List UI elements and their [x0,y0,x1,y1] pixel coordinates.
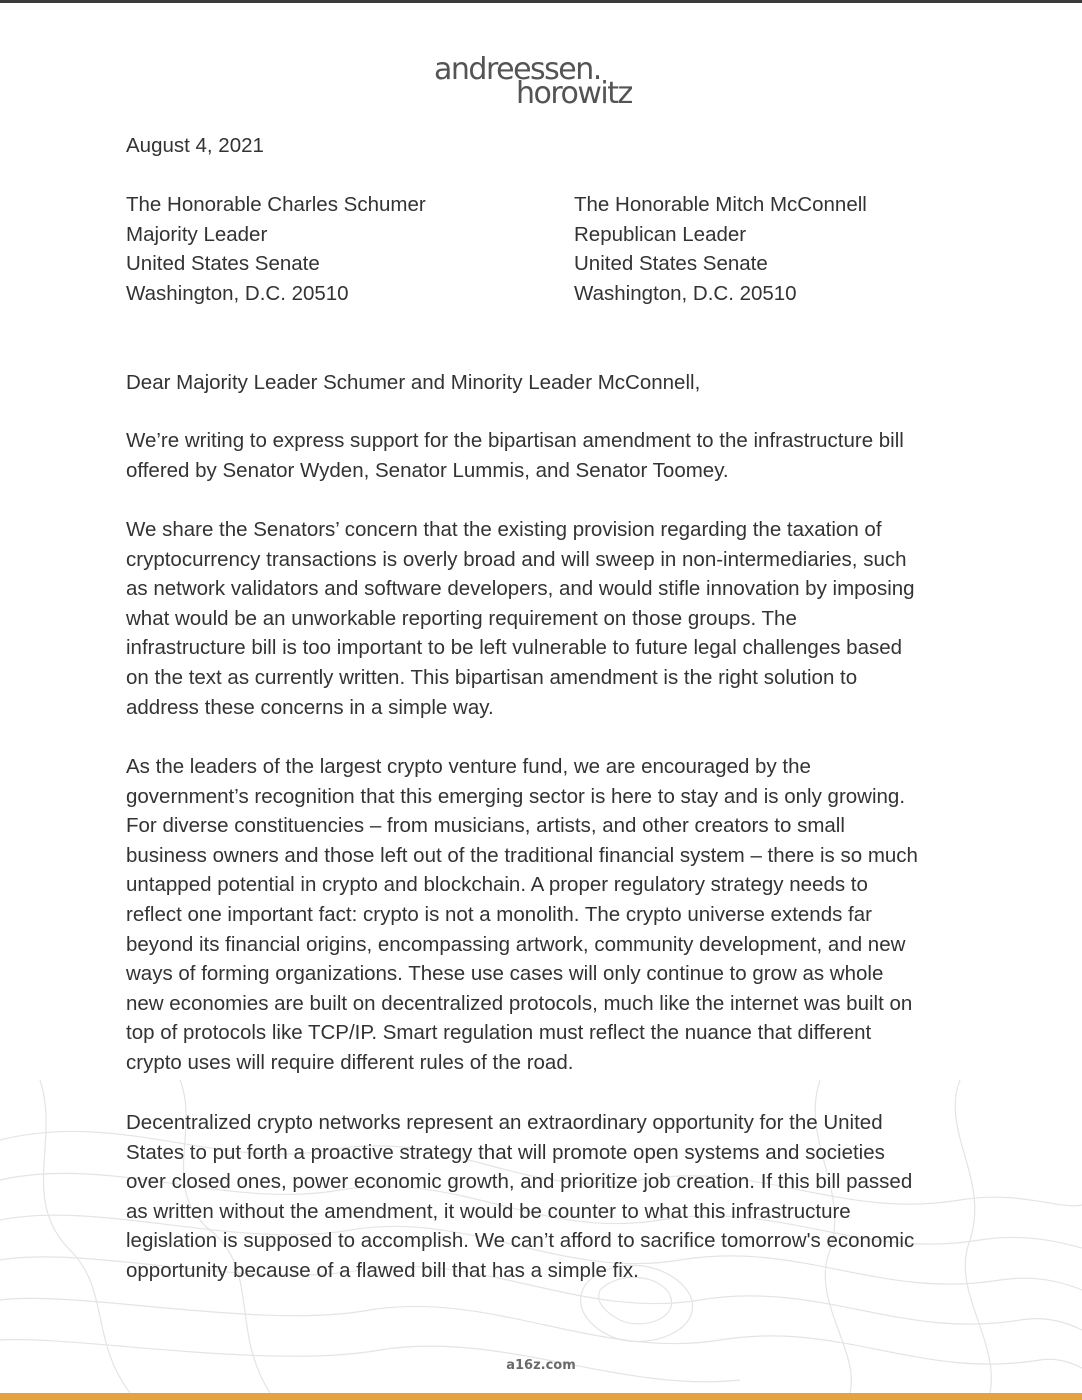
paragraph-line: For diverse constituencies – from musicians, artists, and other creators to small [126,814,845,838]
body-paragraph-4 [126,1108,914,1286]
body-paragraph-2 [126,515,915,722]
recipient-address-mcconnell [574,190,867,308]
paragraph-line: States to put forth a proactive strategy that will promote open systems and societies [126,1140,885,1164]
paragraph-line: As the leaders of the largest crypto venture fund, we are encouraged by the [126,755,811,778]
recipient-line: The Honorable Charles Schumer [126,193,426,216]
recipient-line: Washington, D.C. 20510 [574,281,797,305]
paragraph-line: address these concerns in a simple way. [126,695,494,719]
paragraph-line: reflect one important fact: crypto is not a monolith. The crypto universe extends far [126,902,872,926]
paragraph-line: infrastructure bill is too important to be left vulnerable to future legal challenges based [126,636,903,660]
salutation: Dear Majority Leader Schumer and Minority Leader McConnell, [126,371,701,394]
footer-website: a16z.com [506,1358,576,1373]
paragraph-line: cryptocurrency transactions is overly broad and will sweep in non-intermediaries, such [126,547,907,571]
paragraph-line: as network validators and software developers, and would stifle innovation by imposing [126,577,915,601]
body-paragraph-1 [126,426,904,485]
paragraph-line: on the text as currently written. This bipartisan amendment is the right solution to [126,665,858,689]
paragraph-line: top of protocols like TCP/IP. Smart regulation must reflect the nuance that different [126,1021,872,1045]
recipient-line: Republican Leader [574,222,747,246]
letter-date: August 4, 2021 [126,134,264,157]
logo-line-andreessen: andreessen. [434,52,601,87]
recipient-line: Majority Leader [126,222,268,246]
paragraph-line: government’s recognition that this emerging sector is here to stay and is only growing. [126,784,906,808]
paragraph-line: what would be an unworkable reporting requirement on those groups. The [126,606,797,630]
paragraph-line: ways of forming organizations. These use cases will only continue to grow as whole [126,962,884,986]
recipient-address-schumer [126,190,426,308]
paragraph-line: beyond its financial origins, encompassing artwork, community development, and new [126,932,906,956]
top-border [0,0,1082,3]
recipient-line: United States Senate [574,252,768,276]
paragraph-line: legislation is supposed to accomplish. We can’t afford to sacrifice tomorrow's economic [126,1229,915,1253]
paragraph-line: opportunity because of a flawed bill that has a simple fix. [126,1258,639,1282]
paragraph-line: crypto uses will require different rules of the road. [126,1050,574,1074]
body-paragraph-3 [126,752,918,1078]
paragraph-line: Decentralized crypto networks represent an extraordinary opportunity for the United [126,1111,883,1134]
paragraph-line: over closed ones, power economic growth, and prioritize job creation. If this bill passed [126,1170,913,1194]
recipient-line: Washington, D.C. 20510 [126,281,349,305]
andreessen-horowitz-logo [434,54,664,114]
paragraph-line: We share the Senators’ concern that the existing provision regarding the taxation of [126,518,882,541]
paragraph-line: business owners and those left out of the traditional financial system – there is so much [126,843,918,867]
accent-bottom-bar [0,1393,1082,1400]
paragraph-line: as written without the amendment, it would be counter to what this infrastructure [126,1199,851,1223]
paragraph-line: We’re writing to express support for the bipartisan amendment to the infrastructure bill [126,429,904,452]
logo-line-horowitz: horowitz [516,76,632,111]
recipient-line: The Honorable Mitch McConnell [574,193,867,216]
recipient-line: United States Senate [126,252,320,276]
paragraph-line: offered by Senator Wyden, Senator Lummis, and Senator Toomey. [126,458,729,482]
paragraph-line: new economies are built on decentralized protocols, much like the internet was built on [126,991,913,1015]
paragraph-line: untapped potential in crypto and blockchain. A proper regulatory strategy needs to [126,873,868,897]
